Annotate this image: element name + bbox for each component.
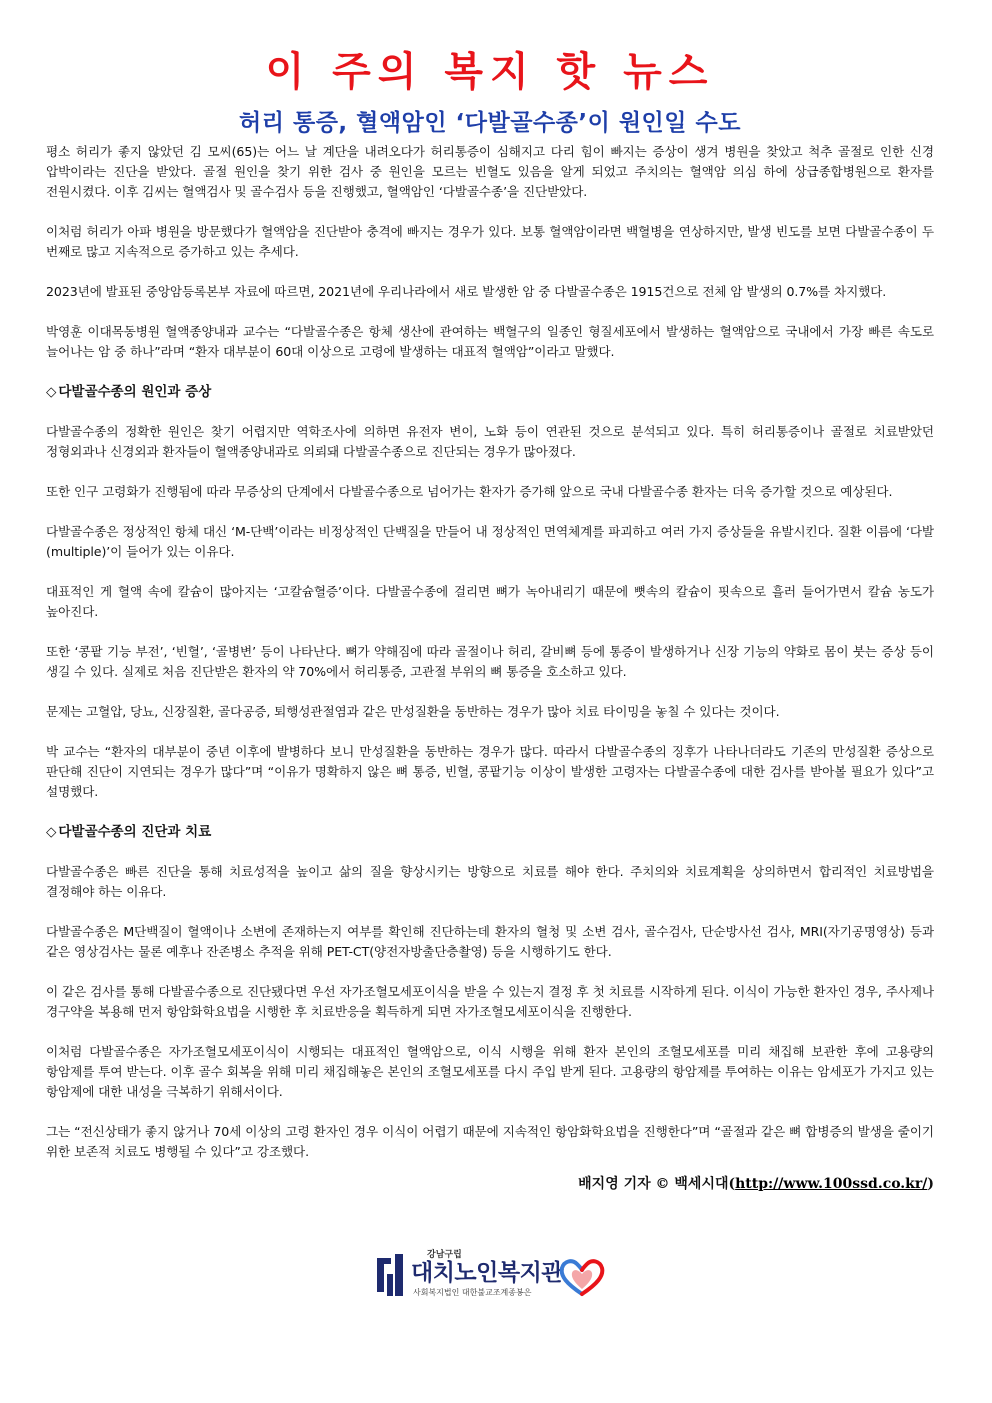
paragraph: 문제는 고혈압, 당뇨, 신장질환, 골다공증, 퇴행성관절염과 같은 만성질환을 동반하는 경우가 많아 치료 타이밍을 놓칠 수 있다는 것이다. xyxy=(46,704,780,719)
paragraph: 평소 허리가 좋지 않았던 김 모씨(65)는 어느 날 계단을 내려오다가 허리통증이 심해지고 다리 힘이 빠지는 증상이 생겨 병원을 찾았고 척추 골절로 인한 신경 압박이라는 진단을 받았다. 골절 원인을 찾기 위한 검사 중 원인을 모르는 빈혈도 있음을 알게 되었고 주치의는 혈액암 의심 하에 상급종합병원으로 환자를 전원시켰다. 이후 김씨는 혈액검사 및 골수검사 등을 진행했고, 혈액암인 ‘다발골수종’을 진단받았다. xyxy=(46,144,934,199)
byline-close: ) xyxy=(927,1176,934,1192)
paragraph: 박영훈 이대목동병원 혈액종양내과 교수는 “다발골수종은 항체 생산에 관여하는 백혈구의 일종인 형질세포에서 발생하는 혈액암으로 국내에서 가장 빠른 속도로 늘어나는 암 중 하나”라며 “환자 대부분이 60대 이상으로 고령에 발생하는 대표적 혈액암”이라고 말했다. xyxy=(46,324,934,359)
paragraph: 박 교수는 “환자의 대부분이 중년 이후에 발병하다 보니 만성질환을 동반하는 경우가 많다. 따라서 다발골수종의 징후가 나타나더라도 기존의 만성질환 증상으로 판단해 진단이 지연되는 경우가 많다”며 “이유가 명확하지 않은 뼈 통증, 빈혈, 콩팥기능 이상이 발생한 고령자는 다발골수종에 대한 검사를 받아볼 필요가 있다”고 설명했다. xyxy=(46,744,934,799)
paragraph: 다발골수종은 빠른 진단을 통해 치료성적을 높이고 삶의 질을 향상시키는 방향으로 치료를 해야 한다. 주치의와 치료계획을 상의하면서 합리적인 치료방법을 결정해야 하는 이유다. xyxy=(46,864,934,899)
section-diagnosis xyxy=(46,822,934,1162)
paragraph: 이처럼 허리가 아파 병원을 방문했다가 혈액암을 진단받아 충격에 빠지는 경우가 있다. 보통 혈액암이라면 백혈병을 연상하지만, 발생 빈도를 보면 다발골수종이 두 번째로 많고 지속적으로 증가하고 있는 추세다. xyxy=(46,224,934,259)
article-subtitle: 허리 통증, 혈액암인 ‘다발골수종’이 원인일 수도 xyxy=(239,110,741,136)
logo-top-label: 강남구립 xyxy=(427,1250,462,1260)
logo-name: 대치노인복지관 xyxy=(411,1260,564,1286)
paragraph: 2023년에 발표된 중앙암등록본부 자료에 따르면, 2021년에 우리나라에서 새로 발생한 암 중 다발골수종은 1915건으로 전체 암 발생의 0.7%를 차지했다. xyxy=(46,284,887,299)
paragraph: 이 같은 검사를 통해 다발골수종으로 진단됐다면 우선 자가조혈모세포이식을 받을 수 있는지 결정 후 첫 치료를 시작하게 된다. 이식이 가능한 환자인 경우, 주사제나 경구약을 복용해 먼저 항암화학요법을 시행한 후 치료반응을 획득하게 되면 자가조혈모세포이식을 진행한다. xyxy=(46,984,934,1019)
logo-mark-icon xyxy=(373,1252,409,1298)
section-heading-text: 다발골수종의 원인과 증상 xyxy=(58,384,212,400)
paragraph: 다발골수종은 정상적인 항체 대신 ‘M-단백’이라는 비정상적인 단백질을 만들어 내 정상적인 면역체계를 파괴하고 여러 가지 증상들을 유발시킨다. 질환 이름에 ‘다발(multiple)’이 들어가 있는 이유다. xyxy=(46,524,934,559)
intro-section xyxy=(46,142,934,362)
paragraph: 다발골수종의 정확한 원인은 찾기 어렵지만 역학조사에 의하면 유전자 변이, 노화 등이 연관된 것으로 분석되고 있다. 특히 허리통증이나 골절로 치료받았던 정형외과나 신경외과 환자들이 혈액종양내과로 의뢰돼 다발골수종으로 진단되는 경우가 많아졌다. xyxy=(46,424,934,459)
paragraph: 또한 인구 고령화가 진행됨에 따라 무증상의 단계에서 다발골수종으로 넘어가는 환자가 증가해 앞으로 국내 다발골수종 환자는 더욱 증가할 것으로 예상된다. xyxy=(46,484,893,499)
paragraph: 또한 ‘콩팥 기능 부전’, ‘빈혈’, ‘골병변’ 등이 나타난다. 뼈가 약해짐에 따라 골절이나 허리, 갈비뼈 등에 통증이 발생하거나 신장 기능의 약화로 몸이 붓는 증상 등이 생길 수 있다. 실제로 처음 진단받은 환자의 약 70%에서 허리통증, 고관절 부위의 뼈 통증을 호소하고 있다. xyxy=(46,644,934,679)
section-heading xyxy=(46,382,934,402)
byline-author: 배지영 기자 © 백세시대( xyxy=(578,1176,736,1192)
logo-bottom-label: 사회복지법인 대한불교조계종봉은 xyxy=(413,1288,532,1297)
paragraph: 대표적인 게 혈액 속에 칼슘이 많아지는 ‘고칼슘혈증’이다. 다발골수종에 걸리면 뼈가 녹아내리기 때문에 뼛속의 칼슘이 핏속으로 흘러 들어가면서 칼슘 농도가 높아진다. xyxy=(46,584,934,619)
section-heading-text: 다발골수종의 진단과 치료 xyxy=(58,824,212,840)
source-link[interactable]: http://www.100ssd.co.kr/ xyxy=(735,1176,928,1192)
section-causes xyxy=(46,382,934,802)
diamond-bullet-icon: ◇ xyxy=(46,384,57,400)
paragraph: 다발골수종은 M단백질이 혈액이나 소변에 존재하는지 여부를 확인해 진단하는데 환자의 혈청 및 소변 검사, 골수검사, 단순방사선 검사, MRI(자기공명영상) 등과 같은 영상검사는 물론 예후나 잔존병소 추적을 위해 PET-CT(양전자방출단층촬영) 등을 시행하기도 한다. xyxy=(46,924,934,959)
page-title: 이 주의 복지 핫 뉴스 xyxy=(265,49,715,95)
paragraph: 그는 “전신상태가 좋지 않거나 70세 이상의 고령 환자인 경우 이식이 어렵기 때문에 지속적인 항암화학요법을 진행한다”며 “골절과 같은 뼈 합병증의 발생을 줄이기 위한 보존적 치료도 병행될 수 있다”고 강조했다. xyxy=(46,1124,934,1159)
organization-logo xyxy=(373,1250,613,1306)
heart-hands-icon xyxy=(557,1256,607,1298)
article-page xyxy=(46,48,934,1194)
byline xyxy=(46,1174,934,1194)
diamond-bullet-icon: ◇ xyxy=(46,824,57,840)
paragraph: 이처럼 다발골수종은 자가조혈모세포이식이 시행되는 대표적인 혈액암으로, 이식 시행을 위해 환자 본인의 조혈모세포를 미리 채집해 보관한 후에 고용량의 항암제를 투여 받는다. 이후 골수 회복을 위해 미리 채집해놓은 본인의 조혈모세포를 다시 주입 받게 된다. 고용량의 항암제를 투여하는 이유는 암세포가 가지고 있는 항암제에 대한 내성을 극복하기 위해서이다. xyxy=(46,1044,934,1099)
section-heading xyxy=(46,822,934,842)
